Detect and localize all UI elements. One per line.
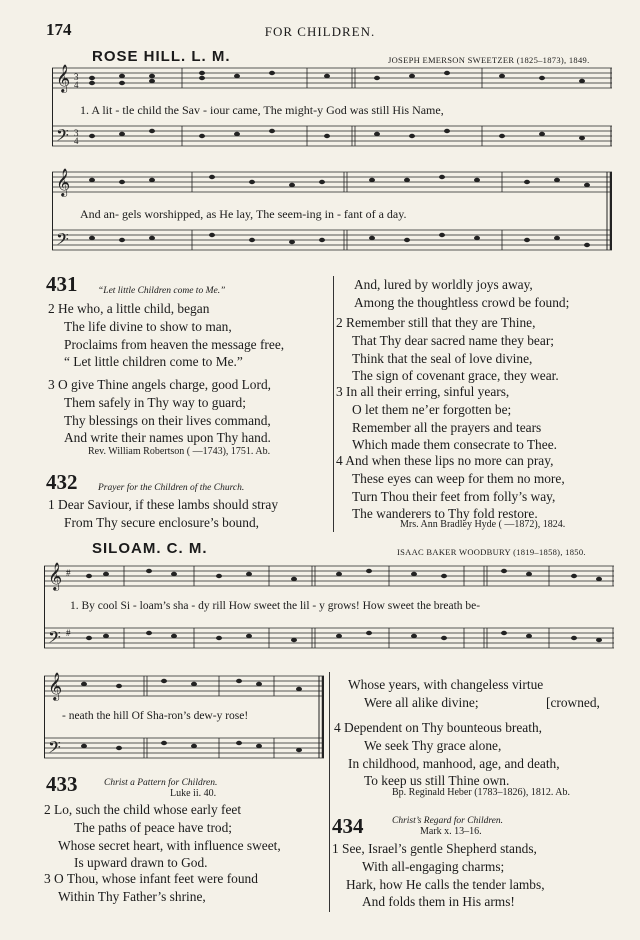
- hymn-431-verse-2: 2 He who, a little child, began The life divine to show to man, Proclaims from heaven the message free, “ Let little children come to Me.”: [48, 301, 285, 370]
- hymn-433-author: Bp. Reginald Heber (1783–1826), 1812. Ab.: [392, 787, 571, 798]
- hymn-432-verse-2: 2 Remember still that they are Thine, That Thy dear sacred name they bear; Think that the seal of love divine, The sign of covenant grace, they wear.: [336, 315, 559, 384]
- hymn-433-verse-4: 4 Dependent on Thy bounteous breath, We seek Thy grace alone, In childhood, manhood, age, and death, To keep us still Thine own.: [334, 720, 560, 789]
- hymn-432-verse-1: 1 Dear Saviour, if these lambs should stray From Thy secure enclosure’s bound,: [48, 497, 279, 530]
- hymn-title-433: Christ a Pattern for Children.: [104, 778, 218, 788]
- hymn-432-verse-3: 3 In all their erring, sinful years, O let them ne’er forgotten be; Remember all the prayers and tears Which made them consecrate to Thee.: [336, 384, 557, 453]
- lyric-rose-hill-1: 1. A lit - tle child the Sav - iour came, The might-y God was still His Name,: [80, 103, 444, 117]
- svg-text:4: 4: [74, 80, 79, 90]
- hymn-433-verse-3: 3 O Thou, whose infant feet were found Within Thy Father’s shrine,: [44, 871, 258, 904]
- hymn-ref-433: Luke ii. 40.: [170, 788, 217, 799]
- hymn-number-433: 433: [46, 772, 78, 796]
- page-number: 174: [46, 20, 72, 39]
- svg-text:3: 3: [74, 128, 79, 138]
- hymn-number-434: 434: [332, 814, 364, 838]
- column-divider: [333, 276, 334, 532]
- hymn-433-continuation-bracket: [crowned,: [546, 695, 600, 710]
- lyric-siloam-1: 1. By cool Si - loam’s sha - dy rill How sweet the lil - y grows! How sweet the breath be-: [70, 600, 481, 612]
- hymn-432-author: Mrs. Ann Bradley Hyde ( —1872), 1824.: [400, 519, 566, 530]
- svg-text:#: #: [66, 628, 71, 638]
- hymn-title-432: Prayer for the Children of the Church.: [98, 483, 245, 493]
- svg-text:𝄢: 𝄢: [56, 127, 69, 149]
- hymn-number-432: 432: [46, 470, 78, 494]
- tune-composer-siloam: ISAAC BAKER WOODBURY (1819–1858), 1850.: [397, 547, 586, 557]
- svg-text:4: 4: [74, 136, 79, 146]
- svg-text:𝄢: 𝄢: [48, 739, 61, 761]
- svg-text:𝄢: 𝄢: [56, 231, 69, 253]
- svg-text:𝄞: 𝄞: [56, 170, 71, 196]
- svg-text:𝄢: 𝄢: [48, 629, 61, 651]
- hymn-title-431: “Let little Children come to Me.”: [98, 286, 226, 296]
- hymn-433-verse-2: 2 Lo, such the child whose early feet The paths of peace have trod; Whose secret heart, with influence sweet, Is upward drawn to God.: [44, 802, 281, 871]
- svg-text:𝄞: 𝄞: [48, 564, 63, 590]
- lyric-rose-hill-2: And an- gels worshipped, as He lay, The seem-ing in - fant of a day.: [80, 207, 407, 221]
- tune-name-siloam: SILOAM. C. M.: [92, 540, 208, 557]
- hymn-432-continuation: And, lured by worldly joys away, Among the thoughtless crowd be found;: [354, 277, 570, 310]
- column-divider-lower: [329, 672, 330, 912]
- hymn-434-verse-1: 1 See, Israel’s gentle Shepherd stands, With all-engaging charms; Hark, how He calls the tender lambs, And folds them in His arms!: [332, 841, 545, 910]
- svg-text:𝄞: 𝄞: [48, 674, 63, 700]
- svg-text:3: 3: [74, 72, 79, 82]
- tune-name-rose-hill: ROSE HILL. L. M.: [92, 48, 231, 65]
- svg-text:#: #: [66, 568, 71, 578]
- lyric-siloam-2: - neath the hill Of Sha-ron’s dew-y rose!: [62, 710, 249, 722]
- hymn-number-431: 431: [46, 272, 78, 296]
- running-head: FOR CHILDREN.: [264, 24, 376, 39]
- hymn-431-author: Rev. William Robertson ( —1743), 1751. Ab.: [88, 446, 271, 457]
- tune-composer-rose-hill: JOSEPH EMERSON SWEETZER (1825–1873), 1849.: [388, 55, 590, 65]
- hymn-433-continuation: Whose years, with changeless virtue Were all alike divine;: [348, 677, 544, 710]
- hymn-ref-434: Mark x. 13–16.: [420, 826, 482, 837]
- hymn-431-verse-3: 3 O give Thine angels charge, good Lord, Them safely in Thy way to guard; Thy blessings on their lives command, And write their names upon Thy hand.: [48, 377, 271, 446]
- hymn-title-434: Christ’s Regard for Children.: [392, 816, 504, 826]
- hymn-432-verse-4: 4 And when these lips no more can pray, These eyes can weep for them no more, Turn Thou their feet from folly’s way, The wanderers to Thy fold restore.: [336, 453, 565, 522]
- svg-text:𝄞: 𝄞: [56, 66, 71, 92]
